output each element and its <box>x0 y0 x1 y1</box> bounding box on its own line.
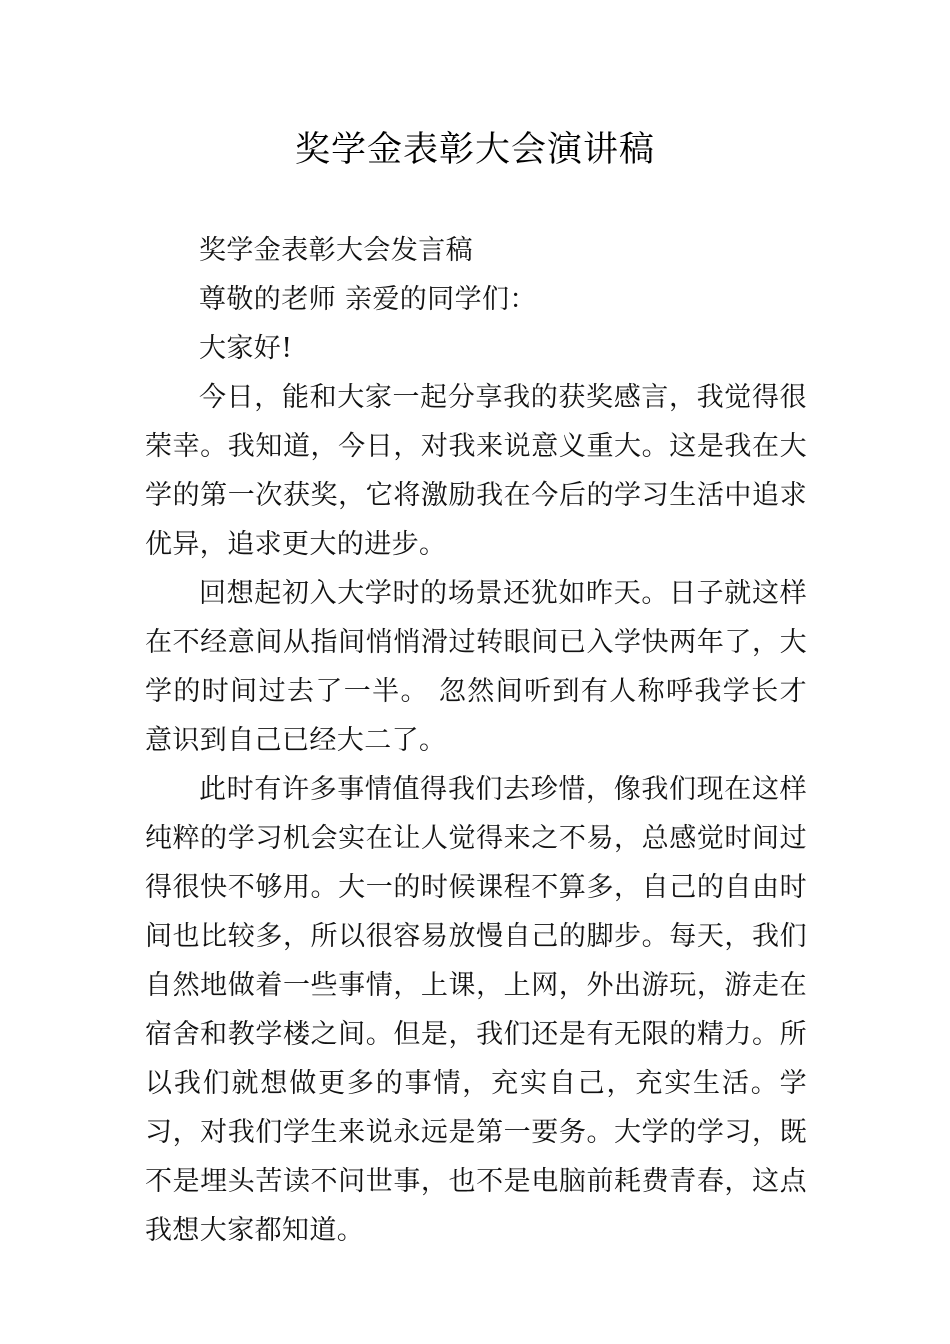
paragraph-body-3: 此时有许多事情值得我们去珍惜，像我们现在这样纯粹的学习机会实在让人觉得来之不易，总感觉时间过得很快不够用。大一的时候课程不算多，自己的自由时间也比较多，所以很容易放慢自己的脚步。每天，我们自然地做着一些事情，上课，上网，外出游玩，游走在宿舍和教学楼之间。但是，我们还是有无限的精力。所以我们就想做更多的事情，充实自己，充实生活。学习，对我们学生来说永远是第一要务。大学的学习，既不是埋头苦读不问世事，也不是电脑前耗费青春，这点我想大家都知道。 <box>145 774 807 1246</box>
paragraph-heading: 奖学金表彰大会发言稿 <box>199 235 473 266</box>
paragraph-greeting: 大家好! <box>199 333 293 364</box>
paragraph-salutation: 尊敬的老师 亲爱的同学们： <box>199 284 537 315</box>
document-body <box>145 226 807 1255</box>
paragraph-body-1: 今日，能和大家一起分享我的获奖感言，我觉得很荣幸。我知道，今日，对我来说意义重大。这是我在大学的第一次获奖，它将激励我在今后的学习生活中追求优异，追求更大的进步。 <box>145 382 807 560</box>
paragraph-body-2: 回想起初入大学时的场景还犹如昨天。日子就这样在不经意间从指间悄悄滑过转眼间已入学快两年了，大学的时间过去了一半。 忽然间听到有人称呼我学长才意识到自己已经大二了。 <box>145 578 807 756</box>
document-title: 奖学金表彰大会演讲稿 <box>294 130 655 170</box>
